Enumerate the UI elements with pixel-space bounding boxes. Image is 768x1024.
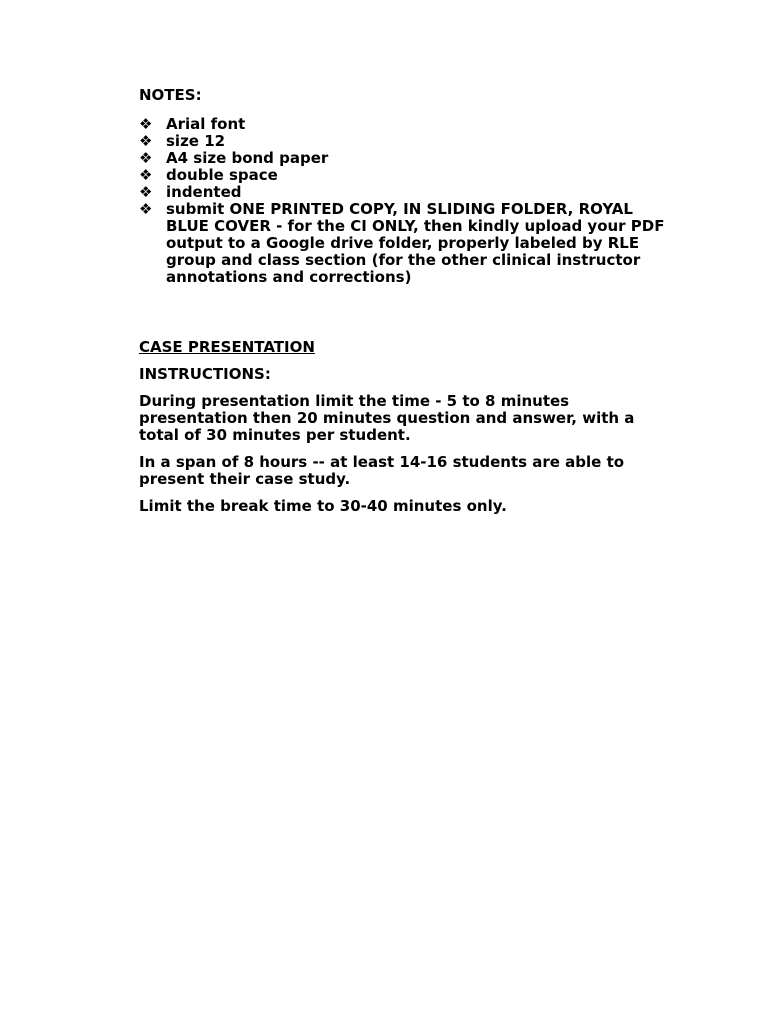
- list-item-text: submit ONE PRINTED COPY, IN SLIDING FOLDER, ROYAL BLUE COVER - for the CI ONLY, then kindly upload your PDF output to a Google drive folder, properly labeled by RLE group and class section (for the other clinical instructor annotations and corrections): [166, 200, 665, 286]
- list-item: [139, 184, 669, 201]
- instructions-heading: INSTRUCTIONS:: [139, 365, 271, 383]
- list-item-text: size 12: [166, 132, 226, 150]
- diamond-bullet-icon: ❖: [139, 183, 153, 201]
- diamond-bullet-icon: ❖: [139, 115, 153, 133]
- notes-heading: NOTES:: [139, 86, 202, 104]
- case-presentation-title: CASE PRESENTATION: [139, 338, 315, 356]
- instruction-paragraph: Limit the break time to 30-40 minutes only.: [139, 497, 507, 515]
- list-item: [139, 116, 669, 133]
- list-item: [139, 150, 669, 167]
- list-item-text: Arial font: [166, 115, 246, 133]
- list-item-text: double space: [166, 166, 278, 184]
- list-item: [139, 133, 669, 150]
- instruction-paragraph: In a span of 8 hours -- at least 14-16 students are able to present their case study.: [139, 453, 625, 488]
- diamond-bullet-icon: ❖: [139, 132, 153, 150]
- list-item-text: A4 size bond paper: [166, 149, 329, 167]
- list-item-text: indented: [166, 183, 242, 201]
- notes-list: [139, 116, 669, 286]
- instruction-paragraph: During presentation limit the time - 5 to 8 minutes presentation then 20 minutes question and answer, with a total of 30 minutes per student.: [139, 392, 635, 444]
- diamond-bullet-icon: ❖: [139, 149, 153, 167]
- diamond-bullet-icon: ❖: [139, 200, 153, 218]
- diamond-bullet-icon: ❖: [139, 166, 153, 184]
- list-item: [139, 201, 669, 286]
- document-page: [139, 87, 669, 515]
- list-item: [139, 167, 669, 184]
